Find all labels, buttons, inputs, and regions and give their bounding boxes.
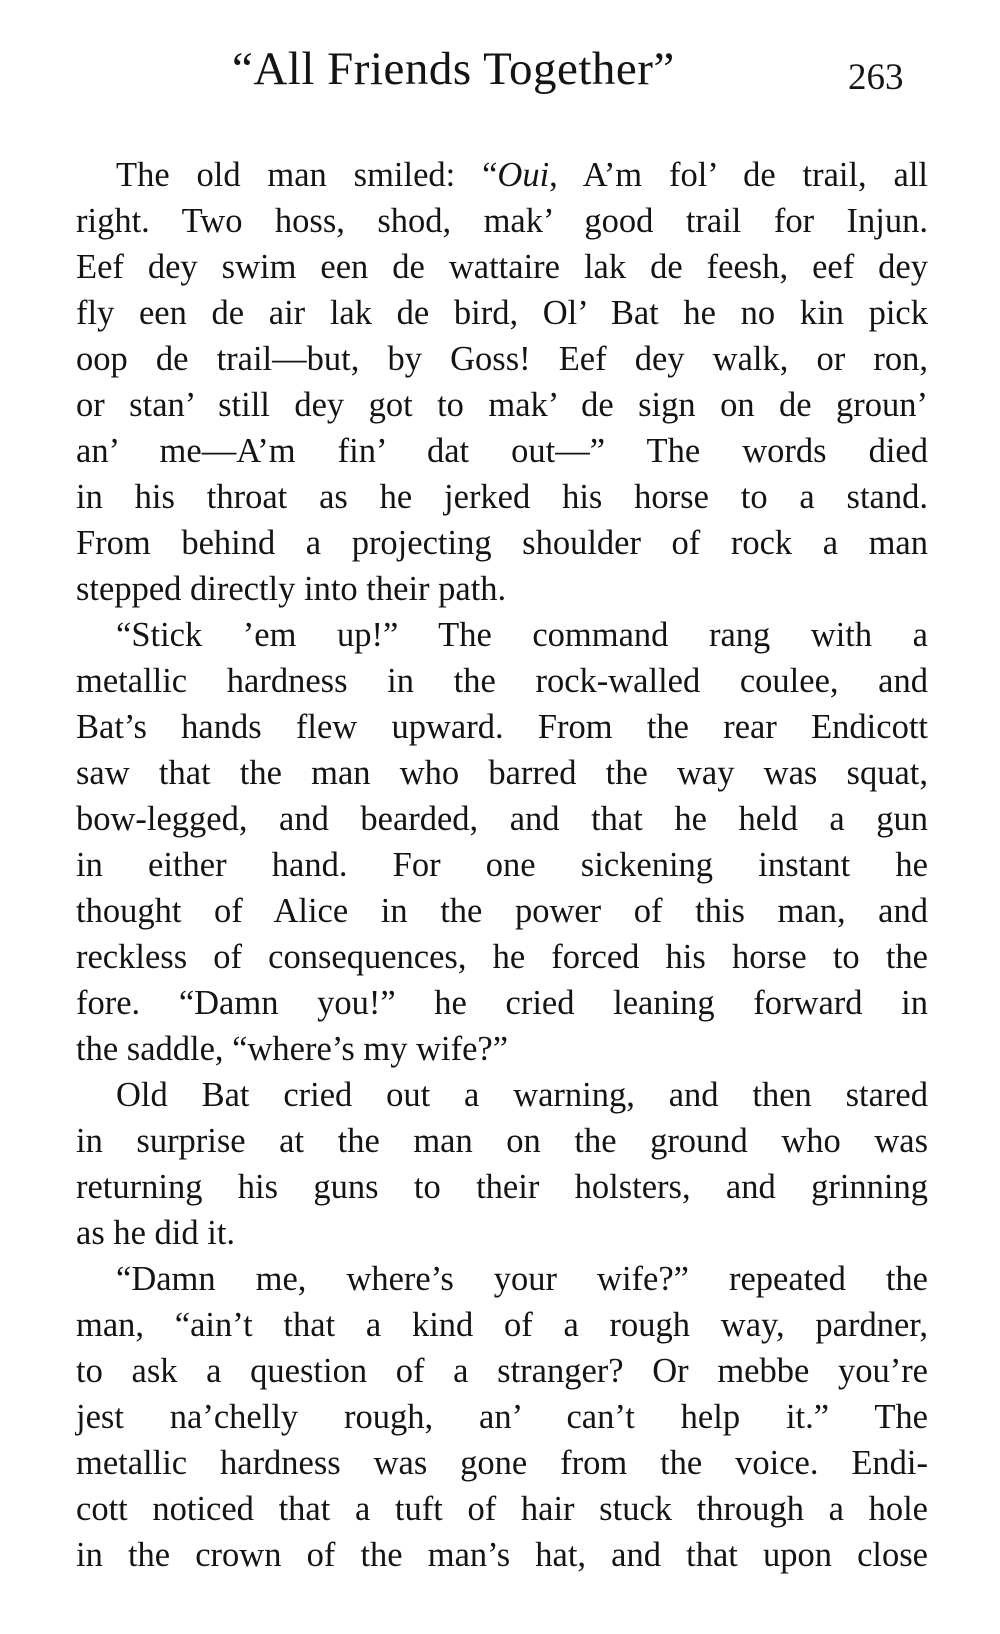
text-line: bow-legged, and bearded, and that he held a gun [76,800,928,838]
text-line: as he did it. [76,1214,236,1252]
text-line: metallic hardness in the rock-walled coulee, and [76,662,928,700]
text-line: “Stick ’em up!” The command rang with a [116,616,928,654]
text-line: oop de trail—but, by Goss! Eef dey walk, or ron, [76,340,928,378]
running-head [0,42,1000,112]
text-line: thought of Alice in the power of this man, and [76,892,928,930]
text-line: The old man smiled: “Oui, A’m fol’ de trail, all [116,156,929,194]
text-line: jest na’chelly rough, an’ can’t help it.” The [76,1398,928,1436]
text-line: “Damn me, where’s your wife?” repeated the [116,1260,928,1298]
text-line: in surprise at the man on the ground who was [76,1122,928,1160]
text-line: reckless of consequences, he forced his horse to the [76,938,928,976]
text-line: From behind a projecting shoulder of rock a man [76,524,928,562]
text-line: the saddle, “where’s my wife?” [76,1030,509,1068]
text-line: stepped directly into their path. [76,570,507,608]
body-text [76,152,928,1578]
text-line: returning his guns to their holsters, and grinning [76,1168,928,1206]
text-line: right. Two hoss, shod, mak’ good trail for Injun. [76,202,928,240]
text-line: saw that the man who barred the way was squat, [76,754,928,792]
page-number: 263 [848,57,904,98]
text-line: or stan’ still dey got to mak’ de sign on de groun’ [76,386,928,424]
chapter-title: “All Friends Together” [232,43,675,95]
text-line: an’ me—A’m fin’ dat out—” The words died [76,432,928,470]
text-line: Eef dey swim een de wattaire lak de feesh, eef dey [76,248,928,286]
italic-word: Oui [497,156,550,194]
text-line: fly een de air lak de bird, Ol’ Bat he no kin pick [76,294,928,332]
text-line: metallic hardness was gone from the voice. Endi- [76,1444,928,1482]
text-line: man, “ain’t that a kind of a rough way, pardner, [76,1306,928,1344]
text-line: in his throat as he jerked his horse to a stand. [76,478,928,516]
text-line: in the crown of the man’s hat, and that upon close [76,1536,928,1574]
text-line: fore. “Damn you!” he cried leaning forward in [76,984,928,1022]
text-line: cott noticed that a tuft of hair stuck through a hole [76,1490,928,1528]
text-line: in either hand. For one sickening instant he [76,846,928,884]
text-line: Old Bat cried out a warning, and then stared [116,1076,928,1114]
text-line: to ask a question of a stranger? Or mebbe you’re [76,1352,928,1390]
text-line: Bat’s hands flew upward. From the rear Endicott [76,708,928,746]
